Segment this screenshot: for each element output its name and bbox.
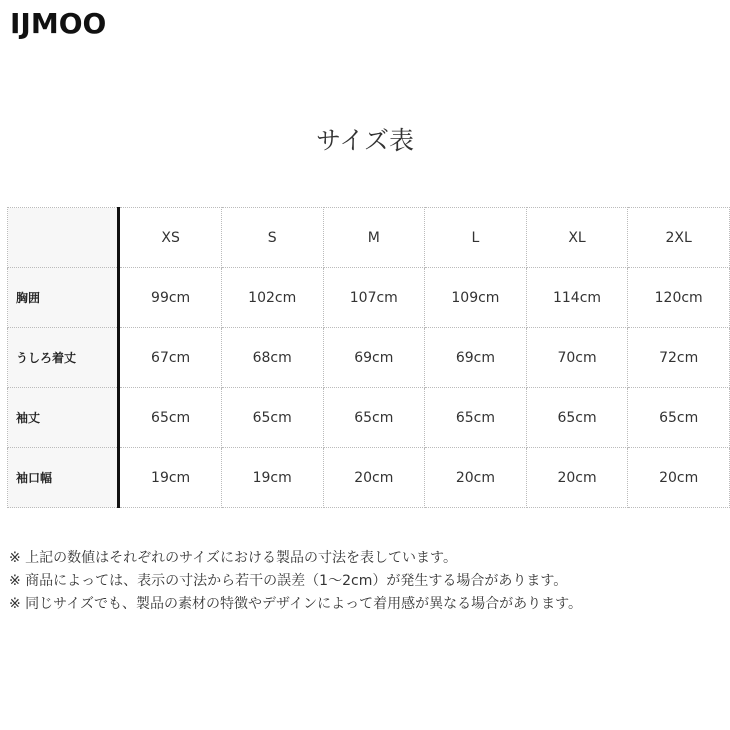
table-row-cuff-width	[8, 448, 730, 508]
table-row-sleeve-length	[8, 388, 730, 448]
note-tolerance: ※ 商品によっては、表示の寸法から若干の誤差（1〜2cm）が発生する場合があります。	[9, 573, 568, 589]
page-title: サイズ表	[315, 126, 414, 155]
table-cell: 102cm	[221, 268, 323, 328]
column-header-s: S	[221, 208, 323, 268]
table-cell: 99cm	[119, 268, 222, 328]
table-cell: 72cm	[628, 328, 730, 388]
table-row-chest	[8, 268, 730, 328]
table-cell: 69cm	[323, 328, 425, 388]
row-label-sleeve-length: 袖丈	[8, 388, 119, 448]
table-cell: 65cm	[119, 388, 222, 448]
table-cell: 65cm	[323, 388, 425, 448]
row-label-back-length: うしろ着丈	[8, 328, 119, 388]
table-cell: 20cm	[323, 448, 425, 508]
table-row-back-length	[8, 328, 730, 388]
note-fit-variation: ※ 同じサイズでも、製品の素材の特徴やデザインによって着用感が異なる場合があります。	[9, 596, 582, 612]
column-header-xl: XL	[526, 208, 628, 268]
notes-section	[9, 547, 724, 616]
table-cell: 20cm	[526, 448, 628, 508]
column-header-2xl: 2XL	[628, 208, 730, 268]
table-cell: 19cm	[221, 448, 323, 508]
table-cell: 20cm	[425, 448, 527, 508]
table-cell: 68cm	[221, 328, 323, 388]
table-cell: 19cm	[119, 448, 222, 508]
table-cell: 114cm	[526, 268, 628, 328]
table-corner-cell	[8, 208, 119, 268]
row-label-chest: 胸囲	[8, 268, 119, 328]
table-cell: 69cm	[425, 328, 527, 388]
table-header-row	[8, 208, 730, 268]
note-measurements: ※ 上記の数値はそれぞれのサイズにおける製品の寸法を表しています。	[9, 550, 457, 566]
row-label-cuff-width: 袖口幅	[8, 448, 119, 508]
brand-logo: IJMOO	[10, 7, 107, 40]
table-cell: 67cm	[119, 328, 222, 388]
column-header-l: L	[425, 208, 527, 268]
table-cell: 107cm	[323, 268, 425, 328]
table-cell: 65cm	[526, 388, 628, 448]
table-cell: 109cm	[425, 268, 527, 328]
column-header-xs: XS	[119, 208, 222, 268]
table-cell: 70cm	[526, 328, 628, 388]
table-cell: 65cm	[425, 388, 527, 448]
size-table	[7, 207, 730, 508]
table-cell: 120cm	[628, 268, 730, 328]
column-header-m: M	[323, 208, 425, 268]
table-cell: 65cm	[221, 388, 323, 448]
table-cell: 65cm	[628, 388, 730, 448]
table-cell: 20cm	[628, 448, 730, 508]
